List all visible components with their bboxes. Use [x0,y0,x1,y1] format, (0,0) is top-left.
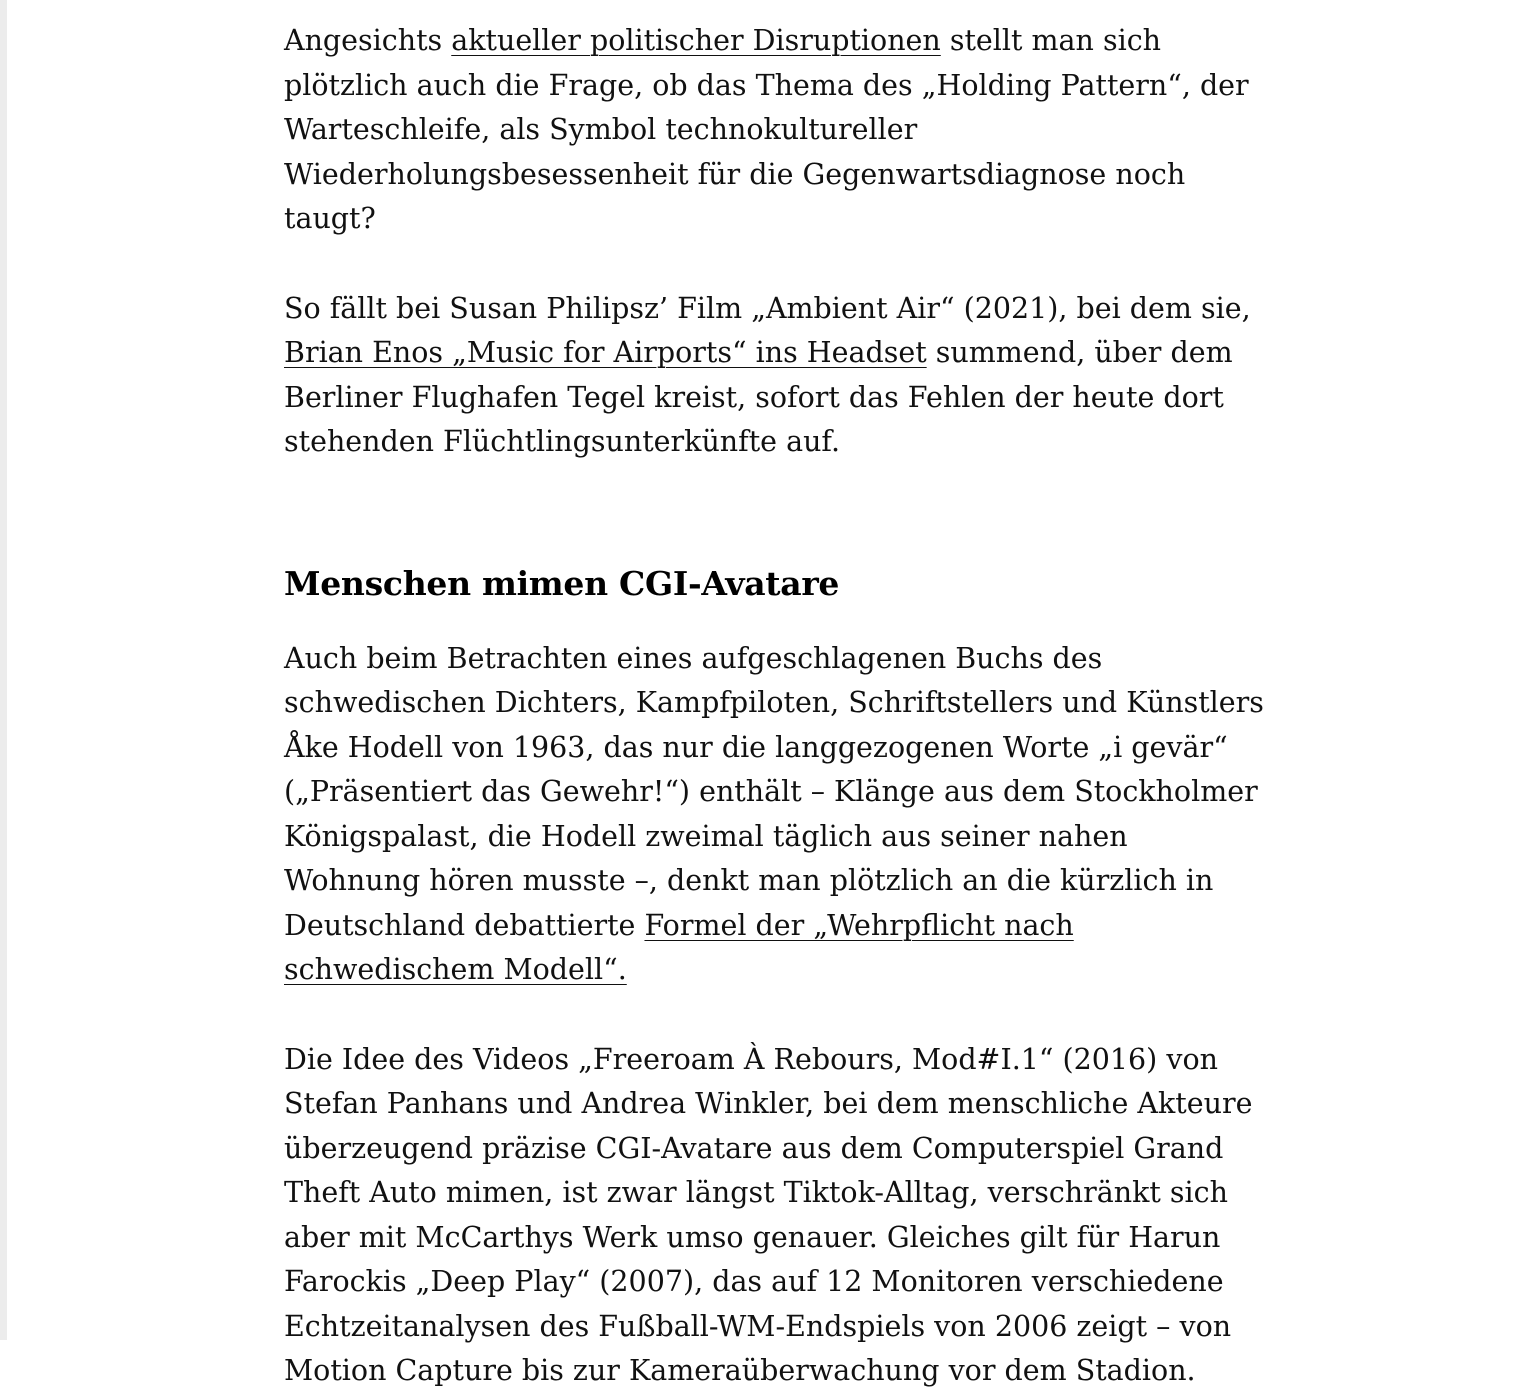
paragraph-text: summend, über dem Berliner Flughafen Tegel kreist, sofort das Fehlen der heute dort stehenden Flüchtlingsunterkünfte auf. [284,336,1233,458]
paragraph-holding-pattern [284,19,1269,242]
link-music-for-airports[interactable]: Brian Enos „Music for Airports“ ins Headset [284,336,927,369]
paragraph-hodell [284,637,1269,993]
section-heading: Menschen mimen CGI-Avatare [284,563,840,603]
link-political-disruptions[interactable]: aktueller politischer Disruptionen [451,24,941,57]
paragraph-ambient-air [284,287,1269,465]
paragraph-text: stellt man sich plötzlich auch die Frage, ob das Thema des „Holding Pattern“, der Warteschleife, als Symbol technokultureller Wiederholungsbesessenheit für die Gegenwartsdiagnose noch taugt? [284,24,1249,235]
page-left-border [0,0,7,1340]
paragraph-text: Angesichts [284,24,452,57]
article-body [284,19,1269,1394]
paragraph-text: Auch beim Betrachten eines aufgeschlagenen Buchs des schwedischen Dichters, Kampfpiloten, Schriftstellers und Künstlers Åke Hodell von 1963, das nur die langgezogenen Worte „i gevär“ („Präsentiert das Gewehr!“) enthält – Klänge aus dem Stockholmer Königspalast, die Hodell zweimal täglich aus seiner nahen Wohnung hören musste –, denkt man plötzlich an die kürzlich in Deutschland debattierte [284,641,1264,942]
paragraph-freeroam: Die Idee des Videos „Freeroam À Rebours, Mod#I.1“ (2016) von Stefan Panhans und Andrea Winkler, bei dem menschliche Akteure überzeugend präzise CGI-Avatare aus dem Computerspiel Grand Theft Auto mimen, ist zwar längst Tiktok-Alltag, verschränkt sich aber mit McCarthys Werk umso genauer. Gleiches gilt für Harun Farockis „Deep Play“ (2007), das auf 12 Monitoren verschiedene Echtzeitanalysen des Fußball-WM-Endspiels von 2006 zeigt – von Motion Capture bis zur Kameraüberwachung vor dem Stadion. [284,1042,1253,1387]
paragraph-text: So fällt bei Susan Philipsz’ Film „Ambient Air“ (2021), bei dem sie, [284,291,1251,325]
link-wehrpflicht-model[interactable]: Formel der „Wehrpflicht nach schwedischem Modell“. [284,908,1074,986]
